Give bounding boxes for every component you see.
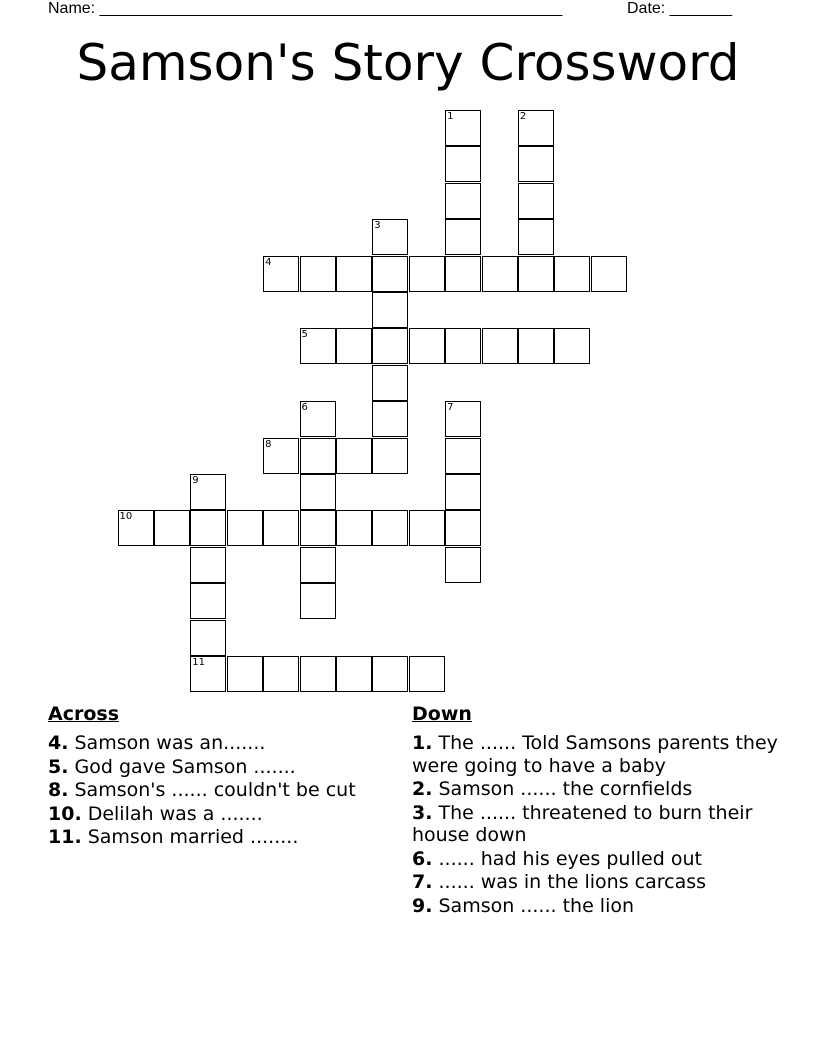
grid-cell[interactable] bbox=[227, 510, 263, 546]
cell-number: 3 bbox=[374, 220, 381, 232]
grid-cell[interactable] bbox=[227, 656, 263, 692]
across-clue bbox=[48, 779, 358, 802]
page-title: Samson's Story Crossword bbox=[76, 34, 740, 92]
down-heading: Down bbox=[412, 703, 472, 725]
grid-cell[interactable] bbox=[263, 656, 299, 692]
across-clue bbox=[48, 756, 358, 779]
grid-cell[interactable] bbox=[518, 256, 554, 292]
clue-number: 6. bbox=[412, 847, 433, 870]
grid-cell[interactable] bbox=[372, 656, 408, 692]
grid-cell[interactable] bbox=[591, 256, 627, 292]
cell-number: 1 bbox=[447, 111, 454, 122]
grid-cell[interactable] bbox=[190, 510, 226, 546]
grid-cell[interactable] bbox=[336, 438, 372, 474]
grid-cell[interactable] bbox=[554, 328, 590, 364]
grid-cell[interactable] bbox=[118, 510, 154, 546]
grid-cell[interactable] bbox=[372, 401, 408, 437]
grid-cell[interactable] bbox=[445, 328, 481, 364]
grid-cell[interactable] bbox=[336, 656, 372, 692]
grid-cell[interactable] bbox=[190, 583, 226, 619]
clue-number: 7. bbox=[412, 871, 433, 893]
grid-cell[interactable] bbox=[190, 474, 226, 510]
cell-number: 6 bbox=[301, 402, 308, 414]
grid-cell[interactable] bbox=[300, 547, 336, 583]
down-clue bbox=[412, 802, 782, 847]
grid-cell[interactable] bbox=[445, 256, 481, 292]
grid-cell[interactable] bbox=[190, 547, 226, 583]
down-clue bbox=[412, 848, 782, 871]
grid-cell[interactable] bbox=[518, 219, 554, 255]
across-clue bbox=[48, 826, 358, 849]
grid-cell[interactable] bbox=[263, 256, 299, 292]
grid-cell[interactable] bbox=[336, 256, 372, 292]
grid-cell[interactable] bbox=[300, 256, 336, 292]
grid-cell[interactable] bbox=[482, 256, 518, 292]
clue-text: Samson married ........ bbox=[81, 826, 299, 848]
across-clue bbox=[48, 732, 358, 755]
grid-cell[interactable] bbox=[445, 510, 481, 546]
grid-cell[interactable] bbox=[263, 510, 299, 546]
cell-number: 11 bbox=[192, 657, 206, 668]
grid-cell[interactable] bbox=[190, 656, 226, 692]
grid-cell[interactable] bbox=[445, 110, 481, 146]
clue-number: 11. bbox=[48, 826, 82, 848]
clue-number: 3. bbox=[412, 801, 433, 824]
down-clue bbox=[412, 895, 782, 918]
grid-cell[interactable] bbox=[445, 474, 481, 510]
clue-text: Delilah was a ....... bbox=[81, 802, 263, 825]
grid-cell[interactable] bbox=[300, 474, 336, 510]
grid-cell[interactable] bbox=[518, 183, 554, 219]
cell-number: 9 bbox=[192, 475, 199, 486]
name-field-label[interactable]: Name: ____________________________________________________ bbox=[48, 0, 563, 17]
clue-number: 5. bbox=[48, 755, 69, 778]
grid-cell[interactable] bbox=[372, 219, 408, 255]
grid-cell[interactable] bbox=[372, 438, 408, 474]
grid-cell[interactable] bbox=[300, 656, 336, 692]
grid-cell[interactable] bbox=[409, 256, 445, 292]
grid-cell[interactable] bbox=[263, 438, 299, 474]
across-clue bbox=[48, 803, 358, 826]
date-field-label[interactable]: Date: _______ bbox=[627, 0, 732, 17]
grid-cell[interactable] bbox=[336, 510, 372, 546]
cell-number: 2 bbox=[519, 111, 527, 122]
grid-cell[interactable] bbox=[445, 183, 481, 219]
grid-cell[interactable] bbox=[409, 656, 445, 692]
clue-text: Samson ...... the lion bbox=[432, 894, 635, 917]
clue-text: ...... was in the lions carcass bbox=[432, 871, 707, 893]
down-clue bbox=[412, 778, 782, 801]
grid-cell[interactable] bbox=[372, 365, 408, 401]
grid-cell[interactable] bbox=[518, 146, 554, 182]
down-clue bbox=[412, 732, 782, 777]
grid-cell[interactable] bbox=[445, 219, 481, 255]
grid-cell[interactable] bbox=[372, 292, 408, 328]
grid-cell[interactable] bbox=[336, 328, 372, 364]
grid-cell[interactable] bbox=[409, 510, 445, 546]
clue-number: 8. bbox=[48, 779, 69, 801]
grid-cell[interactable] bbox=[300, 401, 336, 437]
grid-cell[interactable] bbox=[300, 328, 336, 364]
down-clue bbox=[412, 871, 782, 894]
grid-cell[interactable] bbox=[300, 438, 336, 474]
clue-text: The ...... Told Samsons parents they were going to have a baby bbox=[412, 732, 778, 777]
grid-cell[interactable] bbox=[445, 547, 481, 583]
grid-cell[interactable] bbox=[372, 510, 408, 546]
clue-text: The ...... threatened to burn their house down bbox=[412, 801, 753, 846]
clue-text: Samson's ...... couldn't be cut bbox=[68, 779, 356, 801]
grid-cell[interactable] bbox=[445, 401, 481, 437]
clue-number: 4. bbox=[48, 732, 69, 754]
cell-number: 8 bbox=[265, 438, 272, 450]
clue-text: ...... had his eyes pulled out bbox=[432, 847, 702, 870]
clue-number: 1. bbox=[412, 732, 433, 754]
grid-cell[interactable] bbox=[445, 146, 481, 182]
grid-cell[interactable] bbox=[372, 328, 408, 364]
cell-number: 4 bbox=[265, 256, 272, 268]
cell-number: 5 bbox=[301, 329, 308, 341]
grid-cell[interactable] bbox=[518, 110, 554, 146]
clue-text: Samson was an....... bbox=[68, 732, 266, 754]
across-heading: Across bbox=[48, 703, 120, 725]
cell-number: 7 bbox=[447, 402, 454, 414]
grid-cell[interactable] bbox=[372, 256, 408, 292]
grid-cell[interactable] bbox=[518, 328, 554, 364]
clue-text: God gave Samson ....... bbox=[68, 755, 296, 778]
across-clues bbox=[48, 702, 358, 850]
clue-number: 2. bbox=[412, 778, 433, 800]
grid-cell[interactable] bbox=[445, 438, 481, 474]
grid-cell[interactable] bbox=[154, 510, 190, 546]
grid-cell[interactable] bbox=[482, 328, 518, 364]
clue-text: Samson ...... the cornfields bbox=[432, 778, 693, 800]
grid-cell[interactable] bbox=[300, 510, 336, 546]
cell-number: 10 bbox=[119, 511, 133, 523]
grid-cell[interactable] bbox=[409, 328, 445, 364]
clue-number: 10. bbox=[48, 802, 82, 825]
clue-number: 9. bbox=[412, 894, 433, 917]
grid-cell[interactable] bbox=[554, 256, 590, 292]
grid-cell[interactable] bbox=[300, 583, 336, 619]
down-clues bbox=[412, 702, 782, 918]
grid-cell[interactable] bbox=[190, 620, 226, 656]
